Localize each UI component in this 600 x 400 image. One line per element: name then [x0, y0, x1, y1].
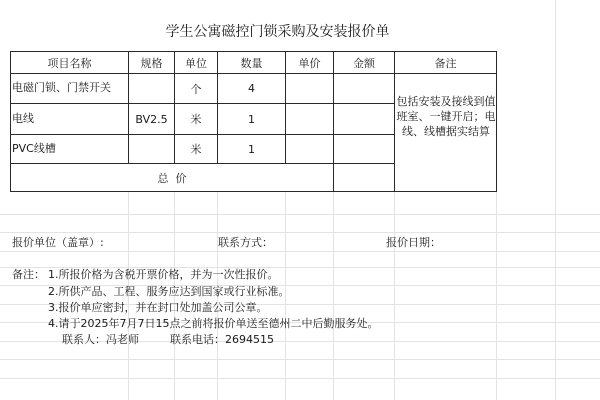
cell-qty[interactable]: 1 — [248, 112, 255, 126]
contact-phone: 联系电话：2694515 — [170, 333, 274, 346]
cell-price[interactable] — [286, 135, 333, 163]
cell-price[interactable] — [286, 104, 333, 134]
header-amount: 金额 — [353, 56, 375, 70]
gridline — [555, 0, 556, 400]
header-unit: 单位 — [185, 56, 207, 70]
cell-unit[interactable]: 个 — [190, 82, 202, 96]
sheet-title: 学生公寓磁控门锁采购及安装报价单 — [165, 24, 390, 40]
cell-amount[interactable] — [334, 74, 394, 103]
cell-qty[interactable]: 1 — [248, 142, 255, 156]
contact-method-label: 联系方式： — [218, 236, 273, 249]
contact-person: 联系人：冯老师 — [62, 333, 139, 346]
gridline — [0, 251, 600, 252]
cell-spec[interactable] — [129, 135, 174, 163]
cell-unit[interactable]: 米 — [190, 113, 202, 126]
quote-date-label: 报价日期： — [386, 236, 441, 249]
gridline — [394, 192, 395, 400]
cell-qty[interactable]: 4 — [248, 82, 255, 95]
note-item: 2.所供产品、工程、服务应达到国家或行业标准。 — [48, 285, 290, 298]
cell-price[interactable] — [286, 74, 333, 103]
cell-item-name[interactable]: 电磁门锁、门禁开关 — [12, 81, 111, 94]
cell-amount[interactable] — [334, 135, 394, 163]
cell-item-name[interactable]: PVC线槽 — [12, 142, 56, 155]
remark-line: 班室、一键开启；电 — [396, 110, 496, 123]
table-border — [496, 51, 497, 192]
quote-unit-label: 报价单位（盖章）: — [12, 236, 104, 249]
cell-spec[interactable] — [129, 74, 174, 103]
gridline — [0, 232, 600, 233]
gridline — [0, 214, 600, 215]
total-value[interactable] — [334, 164, 394, 191]
gridline — [0, 359, 600, 360]
header-qty: 数量 — [240, 56, 263, 70]
note-item: 1.所报价格为含税开票价格，并为一次性报价。 — [48, 268, 279, 281]
cell-unit[interactable]: 米 — [190, 143, 202, 156]
total-label: 总 价 — [157, 171, 187, 185]
remark-line: 线、线槽据实结算 — [402, 125, 490, 138]
gridline — [0, 378, 600, 379]
header-remark: 备注 — [434, 56, 457, 70]
notes-label: 备注： — [12, 268, 45, 281]
gridline — [333, 192, 334, 400]
note-item: 4.请于2025年7月7日15点之前将报价单送至德州二中后勤服务处。 — [48, 317, 379, 330]
gridline — [496, 192, 497, 400]
cell-item-name[interactable]: 电线 — [12, 112, 34, 125]
note-item: 3.报价单应密封，并在封口处加盖公司公章。 — [48, 301, 268, 314]
remark-line: 包括安装及接线到值 — [396, 95, 496, 108]
cell-amount[interactable] — [334, 104, 394, 134]
cell-spec[interactable]: BV2.5 — [135, 112, 168, 126]
header-name: 项目名称 — [47, 56, 92, 70]
header-spec: 规格 — [140, 56, 163, 70]
table-border — [10, 191, 497, 192]
cell-remark[interactable] — [396, 94, 496, 139]
header-price: 单价 — [298, 56, 321, 70]
